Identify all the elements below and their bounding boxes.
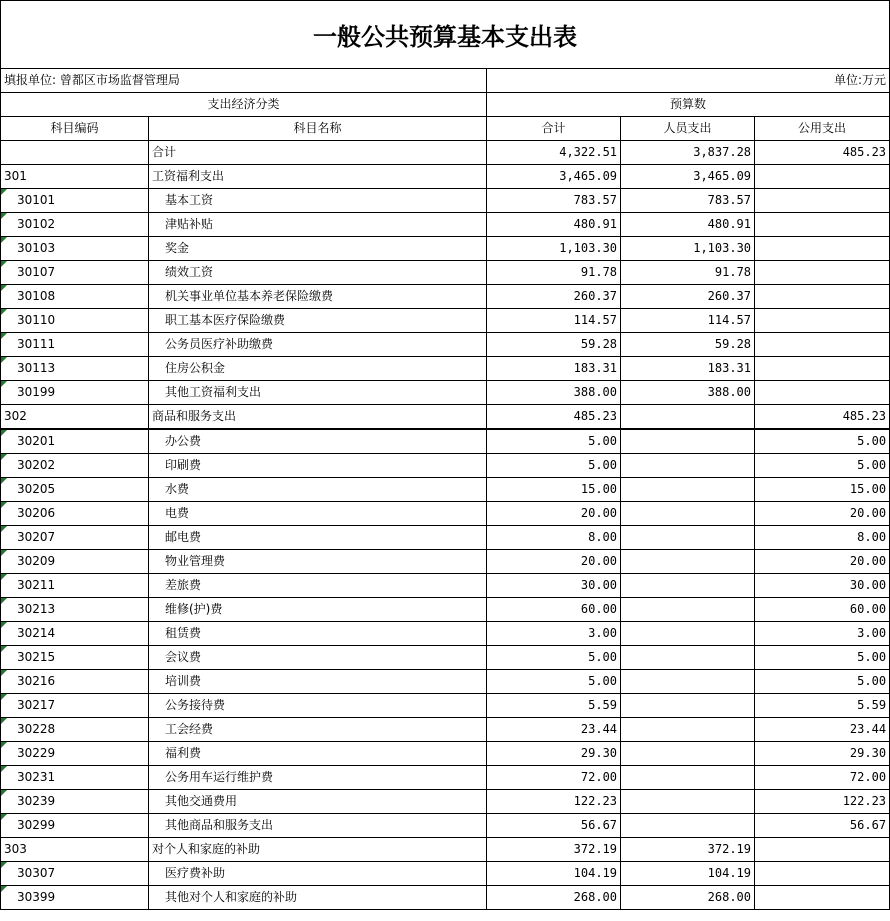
- cell-total[interactable]: 114.57: [487, 309, 621, 333]
- cell-name[interactable]: 公务员医疗补助缴费: [149, 333, 487, 357]
- cell-total[interactable]: 268.00: [487, 886, 621, 910]
- table-row: [1, 165, 890, 189]
- cell-personnel[interactable]: [621, 766, 755, 790]
- unit-label: 单位:万元: [487, 69, 890, 93]
- cell-personnel[interactable]: 3,465.09: [621, 165, 755, 189]
- cell-code[interactable]: 30202: [1, 454, 149, 478]
- cell-name[interactable]: 医疗费补助: [149, 862, 487, 886]
- cell-personnel[interactable]: 260.37: [621, 285, 755, 309]
- cell-name[interactable]: 印刷费: [149, 454, 487, 478]
- cell-personnel[interactable]: [621, 574, 755, 598]
- cell-code[interactable]: 30110: [1, 309, 149, 333]
- cell-personnel[interactable]: [621, 718, 755, 742]
- cell-personnel[interactable]: [621, 405, 755, 430]
- cell-name[interactable]: 公务接待费: [149, 694, 487, 718]
- page-title: 一般公共预算基本支出表: [0, 0, 890, 68]
- table-row: [1, 381, 890, 405]
- cell-total[interactable]: 20.00: [487, 502, 621, 526]
- cell-public[interactable]: [755, 237, 890, 261]
- cell-name[interactable]: 维修(护)费: [149, 598, 487, 622]
- cell-public[interactable]: 3.00: [755, 622, 890, 646]
- cell-personnel[interactable]: 268.00: [621, 886, 755, 910]
- cell-personnel[interactable]: 59.28: [621, 333, 755, 357]
- table-row: [1, 886, 890, 910]
- cell-personnel[interactable]: [621, 646, 755, 670]
- cell-public[interactable]: 60.00: [755, 598, 890, 622]
- cell-public[interactable]: 122.23: [755, 790, 890, 814]
- cell-public[interactable]: 5.00: [755, 429, 890, 454]
- cell-personnel[interactable]: [621, 694, 755, 718]
- header-code: 科目编码: [1, 117, 149, 141]
- cell-name[interactable]: 奖金: [149, 237, 487, 261]
- cell-name[interactable]: 职工基本医疗保险缴费: [149, 309, 487, 333]
- table-row: [1, 814, 890, 838]
- cell-total[interactable]: 29.30: [487, 742, 621, 766]
- table-row: [1, 357, 890, 381]
- cell-personnel[interactable]: 480.91: [621, 213, 755, 237]
- cell-personnel[interactable]: 114.57: [621, 309, 755, 333]
- cell-code[interactable]: 30206: [1, 502, 149, 526]
- cell-name[interactable]: 对个人和家庭的补助: [149, 838, 487, 862]
- cell-public[interactable]: [755, 309, 890, 333]
- cell-total[interactable]: 104.19: [487, 862, 621, 886]
- cell-code[interactable]: [1, 141, 149, 165]
- cell-total[interactable]: 5.00: [487, 429, 621, 454]
- cell-total[interactable]: 72.00: [487, 766, 621, 790]
- cell-total[interactable]: 183.31: [487, 357, 621, 381]
- cell-total[interactable]: 3.00: [487, 622, 621, 646]
- cell-code[interactable]: 30239: [1, 790, 149, 814]
- cell-name[interactable]: 工资福利支出: [149, 165, 487, 189]
- cell-public[interactable]: 23.44: [755, 718, 890, 742]
- cell-total[interactable]: 15.00: [487, 478, 621, 502]
- table-row: [1, 141, 890, 165]
- cell-name[interactable]: 其他商品和服务支出: [149, 814, 487, 838]
- table-row: [1, 574, 890, 598]
- cell-code[interactable]: 30111: [1, 333, 149, 357]
- cell-code[interactable]: 30217: [1, 694, 149, 718]
- cell-code[interactable]: 30299: [1, 814, 149, 838]
- cell-total[interactable]: 480.91: [487, 213, 621, 237]
- cell-code[interactable]: 30214: [1, 622, 149, 646]
- cell-public[interactable]: 8.00: [755, 526, 890, 550]
- cell-public[interactable]: 72.00: [755, 766, 890, 790]
- cell-code[interactable]: 30205: [1, 478, 149, 502]
- cell-name[interactable]: 办公费: [149, 429, 487, 454]
- table-row: [1, 790, 890, 814]
- cell-public[interactable]: [755, 838, 890, 862]
- table-row: [1, 261, 890, 285]
- cell-total[interactable]: 1,103.30: [487, 237, 621, 261]
- cell-personnel[interactable]: 91.78: [621, 261, 755, 285]
- cell-public[interactable]: [755, 261, 890, 285]
- cell-name[interactable]: 商品和服务支出: [149, 405, 487, 430]
- cell-total[interactable]: 3,465.09: [487, 165, 621, 189]
- header-row-1: [1, 93, 890, 117]
- cell-total[interactable]: 30.00: [487, 574, 621, 598]
- cell-personnel[interactable]: [621, 622, 755, 646]
- cell-personnel[interactable]: [621, 502, 755, 526]
- table-row: [1, 742, 890, 766]
- cell-code[interactable]: 30213: [1, 598, 149, 622]
- cell-personnel[interactable]: [621, 526, 755, 550]
- cell-total[interactable]: 8.00: [487, 526, 621, 550]
- cell-code[interactable]: 30307: [1, 862, 149, 886]
- cell-code[interactable]: 303: [1, 838, 149, 862]
- cell-total[interactable]: 5.00: [487, 670, 621, 694]
- cell-public[interactable]: [755, 189, 890, 213]
- table-row: [1, 694, 890, 718]
- cell-code[interactable]: 30215: [1, 646, 149, 670]
- cell-code[interactable]: 302: [1, 405, 149, 430]
- cell-name[interactable]: 合计: [149, 141, 487, 165]
- header-personnel: 人员支出: [621, 117, 755, 141]
- cell-total[interactable]: 56.67: [487, 814, 621, 838]
- cell-total[interactable]: 20.00: [487, 550, 621, 574]
- table-row: [1, 213, 890, 237]
- cell-name[interactable]: 津贴补贴: [149, 213, 487, 237]
- cell-code[interactable]: 30231: [1, 766, 149, 790]
- cell-name[interactable]: 其他对个人和家庭的补助: [149, 886, 487, 910]
- cell-name[interactable]: 其他交通费用: [149, 790, 487, 814]
- header-public: 公用支出: [755, 117, 890, 141]
- cell-total[interactable]: 5.59: [487, 694, 621, 718]
- table-row: [1, 862, 890, 886]
- cell-code[interactable]: 30107: [1, 261, 149, 285]
- cell-total[interactable]: 23.44: [487, 718, 621, 742]
- cell-total[interactable]: 372.19: [487, 838, 621, 862]
- cell-name[interactable]: 会议费: [149, 646, 487, 670]
- cell-personnel[interactable]: [621, 454, 755, 478]
- cell-personnel[interactable]: [621, 550, 755, 574]
- cell-public[interactable]: [755, 381, 890, 405]
- cell-public[interactable]: 485.23: [755, 141, 890, 165]
- cell-name[interactable]: 绩效工资: [149, 261, 487, 285]
- cell-personnel[interactable]: [621, 790, 755, 814]
- cell-personnel[interactable]: [621, 478, 755, 502]
- cell-total[interactable]: 485.23: [487, 405, 621, 430]
- cell-public[interactable]: 30.00: [755, 574, 890, 598]
- table-row: [1, 838, 890, 862]
- table-row: [1, 454, 890, 478]
- cell-name[interactable]: 公务用车运行维护费: [149, 766, 487, 790]
- cell-public[interactable]: 56.67: [755, 814, 890, 838]
- table-row: [1, 670, 890, 694]
- table-row: [1, 237, 890, 261]
- table-row: [1, 502, 890, 526]
- cell-code[interactable]: 30207: [1, 526, 149, 550]
- cell-total[interactable]: 4,322.51: [487, 141, 621, 165]
- reporting-unit: 填报单位: 曾都区市场监督管理局: [1, 69, 487, 93]
- cell-public[interactable]: [755, 285, 890, 309]
- cell-total[interactable]: 5.00: [487, 454, 621, 478]
- cell-name[interactable]: 培训费: [149, 670, 487, 694]
- cell-code[interactable]: 30228: [1, 718, 149, 742]
- table-row: [1, 526, 890, 550]
- cell-name[interactable]: 其他工资福利支出: [149, 381, 487, 405]
- cell-code[interactable]: 30229: [1, 742, 149, 766]
- cell-name[interactable]: 水费: [149, 478, 487, 502]
- cell-public[interactable]: 5.00: [755, 646, 890, 670]
- cell-personnel[interactable]: [621, 814, 755, 838]
- cell-public[interactable]: 5.59: [755, 694, 890, 718]
- cell-code[interactable]: 30211: [1, 574, 149, 598]
- cell-public[interactable]: [755, 357, 890, 381]
- header-name: 科目名称: [149, 117, 487, 141]
- cell-total[interactable]: 122.23: [487, 790, 621, 814]
- cell-code[interactable]: 30216: [1, 670, 149, 694]
- cell-total[interactable]: 388.00: [487, 381, 621, 405]
- cell-total[interactable]: 5.00: [487, 646, 621, 670]
- cell-code[interactable]: 30113: [1, 357, 149, 381]
- cell-personnel[interactable]: [621, 670, 755, 694]
- table-row: [1, 646, 890, 670]
- cell-name[interactable]: 租赁费: [149, 622, 487, 646]
- cell-code[interactable]: 30102: [1, 213, 149, 237]
- cell-name[interactable]: 机关事业单位基本养老保险缴费: [149, 285, 487, 309]
- cell-code[interactable]: 30101: [1, 189, 149, 213]
- table-row: [1, 333, 890, 357]
- unit-row: [1, 69, 890, 93]
- cell-public[interactable]: 485.23: [755, 405, 890, 430]
- cell-code[interactable]: 30399: [1, 886, 149, 910]
- cell-code[interactable]: 30103: [1, 237, 149, 261]
- cell-personnel[interactable]: [621, 429, 755, 454]
- header-row-2: [1, 117, 890, 141]
- cell-personnel[interactable]: 183.31: [621, 357, 755, 381]
- table-row: [1, 598, 890, 622]
- cell-public[interactable]: [755, 333, 890, 357]
- table-row: [1, 309, 890, 333]
- cell-name[interactable]: 福利费: [149, 742, 487, 766]
- cell-public[interactable]: [755, 165, 890, 189]
- cell-total[interactable]: 260.37: [487, 285, 621, 309]
- table-row: [1, 550, 890, 574]
- cell-total[interactable]: 59.28: [487, 333, 621, 357]
- cell-public[interactable]: [755, 886, 890, 910]
- table-row: [1, 718, 890, 742]
- cell-public[interactable]: [755, 213, 890, 237]
- cell-name[interactable]: 住房公积金: [149, 357, 487, 381]
- table-row: [1, 766, 890, 790]
- cell-public[interactable]: 20.00: [755, 502, 890, 526]
- cell-name[interactable]: 差旅费: [149, 574, 487, 598]
- cell-name[interactable]: 物业管理费: [149, 550, 487, 574]
- cell-name[interactable]: 电费: [149, 502, 487, 526]
- cell-personnel[interactable]: 104.19: [621, 862, 755, 886]
- cell-public[interactable]: 5.00: [755, 670, 890, 694]
- cell-public[interactable]: 20.00: [755, 550, 890, 574]
- cell-personnel[interactable]: 783.57: [621, 189, 755, 213]
- cell-code[interactable]: 301: [1, 165, 149, 189]
- cell-personnel[interactable]: [621, 742, 755, 766]
- cell-public[interactable]: 5.00: [755, 454, 890, 478]
- cell-personnel[interactable]: 3,837.28: [621, 141, 755, 165]
- cell-personnel[interactable]: 1,103.30: [621, 237, 755, 261]
- cell-name[interactable]: 邮电费: [149, 526, 487, 550]
- cell-personnel[interactable]: 388.00: [621, 381, 755, 405]
- table-row: [1, 405, 890, 430]
- cell-code[interactable]: 30201: [1, 429, 149, 454]
- cell-total[interactable]: 91.78: [487, 261, 621, 285]
- cell-public[interactable]: 15.00: [755, 478, 890, 502]
- table-row: [1, 429, 890, 454]
- header-budget: 预算数: [487, 93, 890, 117]
- table-row: [1, 285, 890, 309]
- table-row: [1, 189, 890, 213]
- cell-code[interactable]: 30199: [1, 381, 149, 405]
- cell-total[interactable]: 783.57: [487, 189, 621, 213]
- cell-total[interactable]: 60.00: [487, 598, 621, 622]
- cell-public[interactable]: [755, 862, 890, 886]
- cell-name[interactable]: 工会经费: [149, 718, 487, 742]
- header-econ-class: 支出经济分类: [1, 93, 487, 117]
- cell-name[interactable]: 基本工资: [149, 189, 487, 213]
- cell-personnel[interactable]: 372.19: [621, 838, 755, 862]
- table-row: [1, 622, 890, 646]
- cell-code[interactable]: 30108: [1, 285, 149, 309]
- cell-code[interactable]: 30209: [1, 550, 149, 574]
- cell-personnel[interactable]: [621, 598, 755, 622]
- table-row: [1, 478, 890, 502]
- header-total: 合计: [487, 117, 621, 141]
- budget-table: [0, 68, 890, 910]
- cell-public[interactable]: 29.30: [755, 742, 890, 766]
